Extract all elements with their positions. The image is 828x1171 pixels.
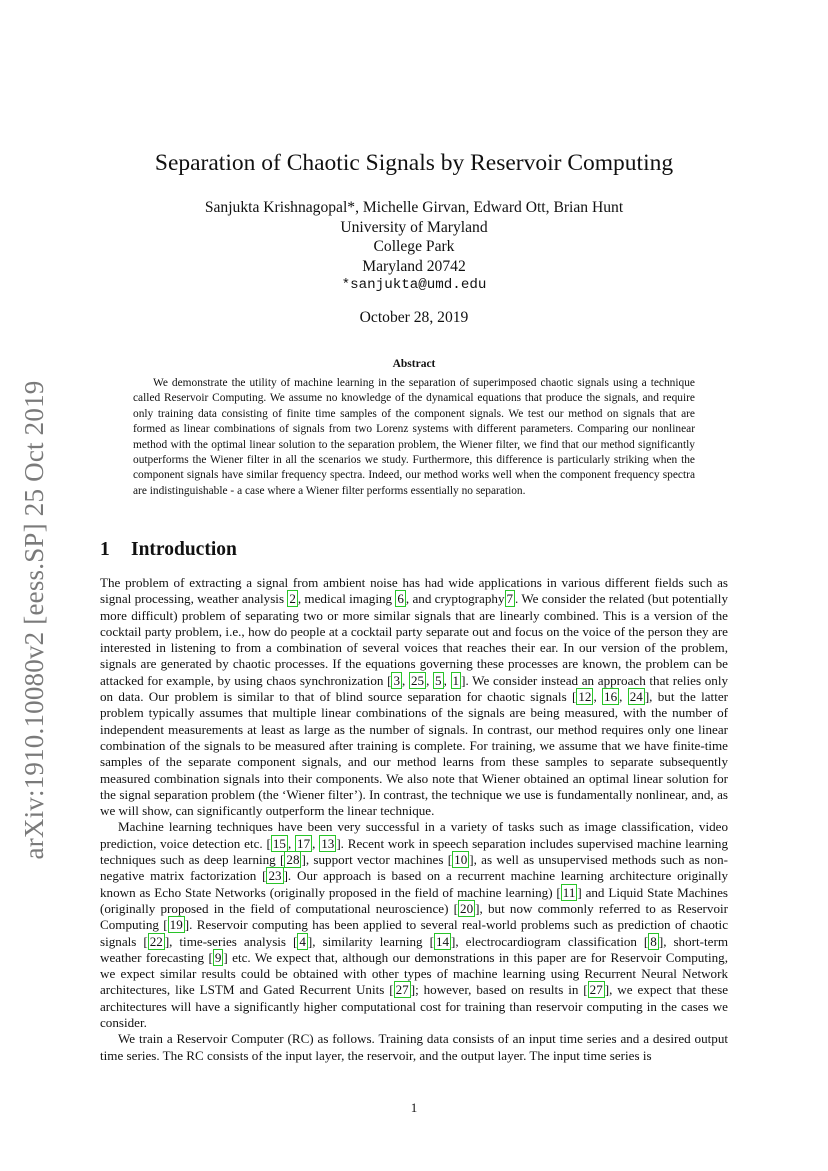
paragraph-text: ]. Our approach is based on a recurrent machine learning architecture originally known as Echo State Networks (originally proposed in the field of machine learning) [ xyxy=(100,868,729,900)
body-paragraph xyxy=(100,575,728,819)
citation-link[interactable]: 23 xyxy=(268,868,282,884)
paragraph-text: ], electrocardiogram classification [ xyxy=(451,933,649,949)
citation-link[interactable]: 4 xyxy=(299,933,306,949)
paper-date: October 28, 2019 xyxy=(359,309,469,326)
paragraph-text: , xyxy=(426,672,434,688)
citation-link[interactable]: 11 xyxy=(562,884,576,900)
citation-link[interactable]: 1 xyxy=(452,672,460,688)
citation-link[interactable]: 19 xyxy=(169,917,183,933)
paragraph-text: ], similarity learning [ xyxy=(307,933,434,949)
introduction-body xyxy=(100,575,728,1064)
affiliation-university: University of Maryland xyxy=(340,218,488,236)
citation-link[interactable]: 25 xyxy=(410,672,425,688)
author-email: *sanjukta@umd.edu xyxy=(341,277,487,294)
citation-link[interactable]: 13 xyxy=(321,835,335,851)
paragraph-text: ], as well as unsupervised methods such as non-negative matrix factorization [ xyxy=(100,852,729,884)
paragraph-text: ], short-term weather forecasting [ xyxy=(100,933,728,965)
paper-title: Separation of Chaotic Signals by Reservoir Computing xyxy=(154,150,674,176)
paragraph-text: The problem of extracting a signal from ambient noise has had wide applications in various different fields such as signal processing, weather analysis xyxy=(100,575,728,607)
affiliation-city: College Park xyxy=(373,238,455,256)
citation-link[interactable]: 17 xyxy=(297,835,311,851)
citation-link[interactable]: 10 xyxy=(454,852,468,868)
body-paragraph xyxy=(100,819,728,1031)
paragraph-text: , xyxy=(287,835,296,851)
affiliation-state: Maryland 20742 xyxy=(362,257,466,275)
arxiv-identifier-stamp: arXiv:1910.10080v2 [eess.SP] 25 Oct 2019 xyxy=(19,380,49,860)
paragraph-text: , xyxy=(619,689,628,705)
section-title: Introduction xyxy=(131,539,237,560)
paragraph-text: . We consider the related (but potentially more difficult) problem of separating two or more similar signals that are linearly combined. This is a version of the cocktail party problem, i.e., how do people at a cocktail party separate out and focus on the voice of the person they are interested in listening to from a combination of several voices that reaches their ear. In our version of the problem, signals are generated by chaotic processes. If the equations governing these processes are known, the problem can be attacked for example, by using chaos synchronization [ xyxy=(100,591,728,688)
author-block xyxy=(0,198,828,296)
section-number: 1 xyxy=(100,539,110,560)
section-heading xyxy=(100,539,237,561)
paragraph-text: ], but now commonly referred to as Reservoir Computing [ xyxy=(100,900,728,933)
citation-link[interactable]: 12 xyxy=(578,689,592,705)
citation-link[interactable]: 20 xyxy=(460,900,474,916)
paragraph-text: ]. We consider instead an approach that relies only on data. Our problem is similar to that of blind source separation for chaotic signals [ xyxy=(100,672,729,705)
paragraph-text: , xyxy=(312,835,320,851)
citation-link[interactable]: 27 xyxy=(589,982,603,998)
paragraph-text: ]. Recent work in speech separation includes supervised machine learning techniques such as deep learning [ xyxy=(100,835,729,868)
paragraph-text: ], but the latter problem typically assumes that multiple linear combinations of the signals are being measured, with the number of independent measurements at least as large as the number of signals. In contrast, our method requires only one linear combination of the signals to be measured after training is complete. For training, we assume that we have finite-time samples of the separate component signals, and our method learns from these samples to separate subsequently measured combination signals into their components. We also note that Wiener obtained an optimal linear solution for the signal separation problem (the ‘Wiener filter’). In contrast, the technique we use is fundamentally nonlinear, and, as we will show, can significantly outperform the linear technique. xyxy=(100,689,728,819)
paragraph-text: ], time-series analysis [ xyxy=(164,933,298,949)
paragraph-text: , xyxy=(593,689,603,705)
paragraph-text: We train a Reservoir Computer (RC) as follows. Training data consists of an input time series and a desired output time series. The RC consists of the input layer, the reservoir, and the output layer. The input time series is xyxy=(100,1031,728,1063)
citation-link[interactable]: 8 xyxy=(650,933,657,949)
page-number: 1 xyxy=(410,1100,418,1115)
paragraph-text: , medical imaging xyxy=(297,591,396,607)
paragraph-text: ], we expect that these architectures will have a significantly higher computational cost for training than reservoir computing in the cases we consider. xyxy=(100,982,729,1031)
paragraph-text: ] etc. We expect that, although our demonstrations in this paper are for Reservoir Computing, we expect similar results could be obtained with other types of machine learning using Recurrent Neural Network architectures, like LSTM and Gated Recurrent Units [ xyxy=(100,949,728,998)
author-list: Sanjukta Krishnagopal*, Michelle Girvan, Edward Ott, Brian Hunt xyxy=(204,199,624,216)
citation-link[interactable]: 15 xyxy=(272,835,286,851)
paragraph-text: ]; however, based on results in [ xyxy=(410,982,588,998)
paragraph-text: ], support vector machines [ xyxy=(301,852,453,868)
paragraph-text: , xyxy=(443,672,451,688)
citation-link[interactable]: 7 xyxy=(506,591,514,607)
citation-link[interactable]: 2 xyxy=(289,591,296,607)
citation-link[interactable]: 9 xyxy=(214,949,222,965)
citation-link[interactable]: 5 xyxy=(435,672,442,688)
citation-link[interactable]: 24 xyxy=(629,689,643,705)
citation-link[interactable]: 3 xyxy=(393,672,401,688)
paragraph-text: , xyxy=(402,672,409,688)
abstract-text: We demonstrate the utility of machine learning in the separation of superimposed chaotic signals using a technique called Reservoir Computing. We assume no knowledge of the dynamical equations that produce the signals, and require only training data consisting of finite time samples of the component signals. We test our method on signals that are formed as linear combinations of signals from two Lorenz systems with different parameters. Comparing our nonlinear method with the optimal linear solution to the separation problem, the Wiener filter, we find that our method significantly outperforms the Wiener filter in all the scenarios we study. Furthermore, this difference is particularly striking when the component signals have similar frequency spectra. Indeed, our method works well when the component frequency spectra are indistinguishable - a case where a Wiener filter performs essentially no separation. xyxy=(133,377,695,497)
citation-link[interactable]: 22 xyxy=(149,933,163,949)
abstract-heading: Abstract xyxy=(392,358,436,370)
body-paragraph xyxy=(100,1031,728,1064)
paragraph-text: ] and Liquid State Machines (originally proposed in the field of computational neuroscience) [ xyxy=(100,884,728,916)
paragraph-text: Machine learning techniques have been very successful in a variety of tasks such as image classification, video prediction, voice detection etc. [ xyxy=(100,819,728,851)
paragraph-text: ]. Reservoir computing has been applied to several real-world problems such as prediction of chaotic signals [ xyxy=(100,917,729,949)
citation-link[interactable]: 16 xyxy=(604,689,618,705)
citation-link[interactable]: 6 xyxy=(397,591,404,607)
citation-link[interactable]: 27 xyxy=(395,982,409,998)
paragraph-text: , and cryptography xyxy=(405,591,505,607)
citation-link[interactable]: 28 xyxy=(286,852,300,868)
citation-link[interactable]: 14 xyxy=(435,933,450,949)
